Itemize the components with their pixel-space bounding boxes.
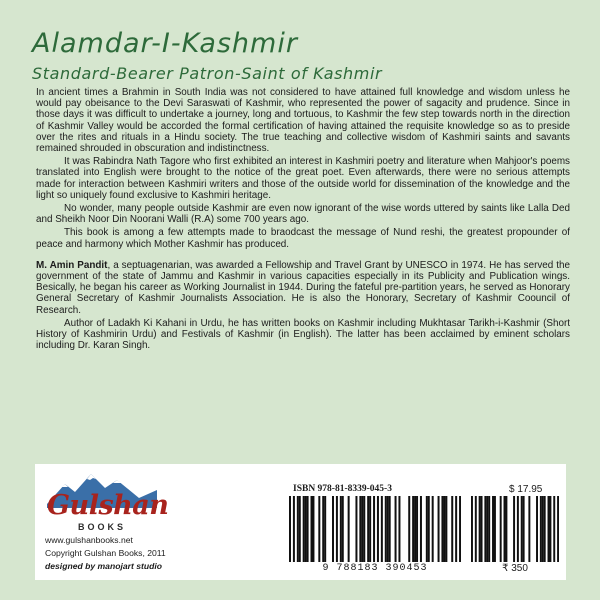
book-subtitle: Standard-Bearer Patron-Saint of Kashmir	[32, 64, 383, 83]
barcode-bar	[361, 496, 363, 562]
barcode-bar	[387, 496, 389, 562]
isbn-barcode	[289, 496, 461, 562]
barcode-bar	[340, 496, 342, 562]
copyright-line: Copyright Gulshan Books, 2011	[45, 548, 166, 558]
barcode-bar	[359, 496, 361, 562]
barcode-bar	[540, 496, 542, 562]
barcode-bar	[311, 496, 313, 562]
publisher-panel	[35, 464, 566, 580]
barcode-bar	[373, 496, 375, 562]
blurb-paragraph: This book is among a few attempts made to braodcast the message of Nund reshi, the greatest propounder of peace and harmony which Mother Kashmir has produced.	[36, 227, 570, 250]
barcode-bar	[451, 496, 453, 562]
barcode-bar	[408, 496, 410, 562]
barcode-bar	[416, 496, 418, 562]
barcode-bar	[544, 496, 546, 562]
barcode-bar	[557, 496, 559, 562]
barcode-bar	[367, 496, 369, 562]
barcode-bar	[420, 496, 422, 562]
blurb-paragraph: No wonder, many people outside Kashmir are even now ignorant of the wise words uttered by saints like Lalla Ded and Sheikh Noor Din Noorani Walli (R.A) some 700 years ago.	[36, 203, 570, 226]
designer-credit: designed by manojart studio	[45, 561, 162, 571]
barcode-bar	[481, 496, 483, 562]
barcode-bar	[542, 496, 544, 562]
barcode-bar	[548, 496, 550, 562]
barcode-bar	[521, 496, 523, 562]
blurb-paragraph: It was Rabindra Nath Tagore who first exhibited an interest in Kashmiri poetry and literature when Mahjoor's poems translated into English were brought to the notice of the great poet. Even afterwards, there were no serious attempts made for interaction between Kashmiri writers and those of the outside world for dissemination of the knowledge and the light so uniquely found exclusive to Kashmiri heritage.	[36, 156, 570, 201]
barcode-bar	[318, 496, 320, 562]
barcode-bar	[513, 496, 515, 562]
barcode-bar	[426, 496, 428, 562]
barcode-bar	[479, 496, 481, 562]
blurb-text	[36, 87, 570, 351]
barcode-bar	[348, 496, 350, 562]
price-barcode	[471, 496, 559, 562]
author-bio-text: , a septuagenarian, was awarded a Fellowship and Travel Grant by UNESCO in 1974. He has served the government of the state of Jammu and Kashmir in various capacities especially in its Publicity and Publication wings. Besically, he began his career as Working Journalist in 1944. During the fateful pre-partition years, he served as Honorary General Secretary of Kashmir Journalists Association. He is also the Honorary, Secretary of Kashmir Coouncil of Research.	[36, 259, 570, 316]
barcode-bar	[322, 496, 324, 562]
barcode-bar	[549, 496, 551, 562]
barcode-bar	[377, 496, 379, 562]
barcode-bar	[336, 496, 338, 562]
barcode-bar	[395, 496, 397, 562]
publisher-website[interactable]: www.gulshanbooks.net	[45, 535, 133, 545]
barcode-bar	[355, 496, 357, 562]
barcode-bar	[504, 496, 506, 562]
barcode-bar	[324, 496, 326, 562]
barcode-bar	[486, 496, 488, 562]
barcode-bar	[307, 496, 309, 562]
author-name: M. Amin Pandit	[36, 259, 108, 271]
barcode-bar	[500, 496, 502, 562]
book-title: Alamdar-I-Kashmir	[32, 28, 298, 59]
barcode-bar	[441, 496, 443, 562]
barcode-bar	[412, 496, 414, 562]
barcode-bar	[505, 496, 507, 562]
barcode-bar	[536, 496, 538, 562]
barcode-bar	[312, 496, 314, 562]
barcode-bar	[385, 496, 387, 562]
barcode-bar	[517, 496, 519, 562]
barcode-bar	[553, 496, 555, 562]
isbn-label: ISBN 978-81-8339-045-3	[293, 484, 392, 494]
publisher-logo-sub: BOOKS	[77, 522, 126, 532]
isbn-barcode-digits: 9 788183 390453	[322, 563, 428, 574]
barcode-bar	[342, 496, 344, 562]
barcode-bar	[369, 496, 371, 562]
barcode-bar	[438, 496, 440, 562]
publisher-logo-word: Gulshan	[47, 490, 169, 521]
barcode-bar	[305, 496, 307, 562]
barcode-bar	[488, 496, 490, 562]
barcode-bar	[459, 496, 461, 562]
barcode-bar	[381, 496, 383, 562]
barcode-bar	[363, 496, 365, 562]
barcode-bar	[494, 496, 496, 562]
barcode-bar	[475, 496, 477, 562]
barcode-bar	[445, 496, 447, 562]
price-usd: $ 17.95	[509, 484, 543, 495]
barcode-bar	[432, 496, 434, 562]
barcode-bar	[398, 496, 400, 562]
barcode-bar	[455, 496, 457, 562]
barcode-bar	[428, 496, 430, 562]
barcode-bar	[332, 496, 334, 562]
blurb-paragraph: In ancient times a Brahmin in South India was not considered to have attained full knowledge and wisdom unless he would pay obeisance to the Devi Saraswati of Kashmir, who represented the power of sagacity and prudence. Since in those days it was difficult to undertake a journey, long and tortuous, to Kashmir the few step towards north in the direction of Kashmir Valley would be accorded the formal certification of having attained the requisite knowledge so as to preside over the rites and rituals in a Hindu society. The true teaching and collective wisdom of Kashmiri saints and savants remained shrouded in obscuration and indistinctness.	[36, 87, 570, 155]
barcode-bar	[484, 496, 486, 562]
barcode-bar	[471, 496, 473, 562]
author-bio-second: Author of Ladakh Ki Kahani in Urdu, he has written books on Kashmir including Mukhtasar Tarikh-i-Kashmir (Short History of Kashmirin Urdu) and Festivals of Kashmir (in English). The latter has been acclaimed by eminent scholars including Dr. Karan Singh.	[36, 317, 570, 352]
barcode-bar	[289, 496, 291, 562]
barcode-bar	[389, 496, 391, 562]
barcode-bar	[492, 496, 494, 562]
barcode-bar	[299, 496, 301, 562]
barcode-bar	[443, 496, 445, 562]
price-inr: ₹ 350	[502, 563, 528, 574]
barcode-bar	[523, 496, 525, 562]
barcode-bar	[293, 496, 295, 562]
barcode-bar	[303, 496, 305, 562]
barcode-bar	[297, 496, 299, 562]
author-bio	[36, 260, 570, 316]
barcode-bar	[414, 496, 416, 562]
barcode-bar	[528, 496, 530, 562]
